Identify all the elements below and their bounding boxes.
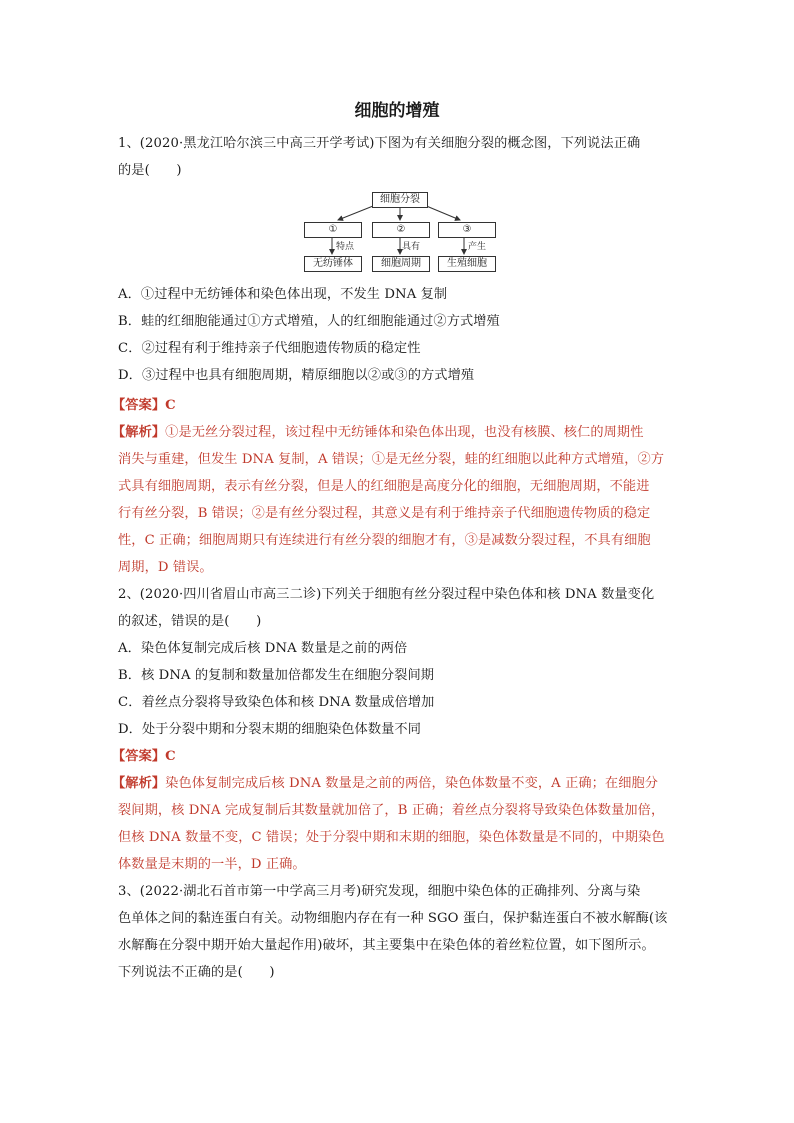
q2-stem-line-1: 2、(2020·四川省眉山市高三二诊)下列关于细胞有丝分裂过程中染色体和核 DNA 数量变化 <box>118 587 655 602</box>
q2-answer <box>112 743 672 771</box>
q1-answer <box>112 392 672 420</box>
q1-option-d: D．③过程中也具有细胞周期，精原细胞以②或③的方式增殖 <box>118 368 475 383</box>
answer-label: 【答案】 <box>112 749 166 764</box>
q2-option-d: D．处于分裂中期和分裂末期的细胞染色体数量不同 <box>118 722 421 737</box>
q1-option-a: A．①过程中无纺锤体和染色体出现，不发生 DNA 复制 <box>118 287 448 302</box>
q3-stem-line-1: 3、(2022·湖北石首市第一中学高三月考)研究发现，细胞中染色体的正确排列、分离与染 <box>118 884 641 899</box>
q1-option-b: B．蛙的红细胞能通过①方式增殖，人的红细胞能通过②方式增殖 <box>118 314 500 329</box>
q1-analysis-line-6: 周期，D 错误。 <box>118 560 213 575</box>
analysis-text: ①是无丝分裂过程，该过程中无纺锤体和染色体出现，也没有核膜、核仁的周期性 <box>165 425 644 440</box>
q1-analysis-line-2: 消失与重建，但发生 DNA 复制，A 错误；①是无丝分裂，蛙的红细胞以此种方式增殖，②方 <box>118 452 665 467</box>
q1-stem-line-2: 的是( ) <box>118 163 182 178</box>
q3-stem-line-3: 水解酶在分裂中期开始大量起作用)破坏，其主要集中在染色体的着丝粒位置，如下图所示。 <box>118 938 655 953</box>
diagram-leaf-germ-cell: 生殖细胞 <box>438 256 496 272</box>
page-title: 细胞的增殖 <box>354 101 440 121</box>
q2-stem-line-2: 的叙述，错误的是( ) <box>118 614 262 629</box>
diagram-node-1: ① <box>304 222 362 238</box>
q2-option-b: B．核 DNA 的复制和数量加倍都发生在细胞分裂间期 <box>118 668 435 683</box>
answer-value: C <box>165 398 176 413</box>
analysis-text: 染色体复制完成后核 DNA 数量是之前的两倍，染色体数量不变，A 正确；在细胞分 <box>165 776 659 791</box>
q1-analysis-line-4: 行有丝分裂，B 错误；②是有丝分裂过程，其意义是有利于维持亲子代细胞遗传物质的稳定 <box>118 506 651 521</box>
diagram-edge-label-3: 产生 <box>468 242 487 252</box>
diagram-node-3: ③ <box>438 222 496 238</box>
cell-division-concept-diagram <box>300 190 500 272</box>
diagram-leaf-cell-cycle: 细胞周期 <box>372 256 430 272</box>
diagram-edge-label-2: 具有 <box>402 242 421 252</box>
q2-analysis-line-2: 裂间期，核 DNA 完成复制后其数量就加倍了，B 正确；着丝点分裂将导致染色体数量加倍， <box>118 803 665 818</box>
q3-stem-line-4: 下列说法不正确的是( ) <box>118 965 275 980</box>
q1-option-c: C．②过程有利于维持亲子代细胞遗传物质的稳定性 <box>118 341 421 356</box>
diagram-edge-label-1: 特点 <box>336 242 355 252</box>
q3-stem-line-2: 色单体之间的黏连蛋白有关。动物细胞内存在有一种 SGO 蛋白，保护黏连蛋白不被水解酶(该 <box>118 911 668 926</box>
q2-analysis-line-4: 体数量是末期的一半，D 正确。 <box>118 857 306 872</box>
diagram-leaf-no-spindle: 无纺锤体 <box>304 256 362 272</box>
analysis-label: 【解析】 <box>112 425 166 440</box>
q2-analysis-line-1 <box>112 770 672 798</box>
analysis-label: 【解析】 <box>112 776 166 791</box>
answer-label: 【答案】 <box>112 398 166 413</box>
q1-analysis-line-1 <box>112 419 672 447</box>
q2-option-c: C．着丝点分裂将导致染色体和核 DNA 数量成倍增加 <box>118 695 435 710</box>
answer-value: C <box>165 749 176 764</box>
q1-analysis-line-5: 性，C 正确；细胞周期只有连续进行有丝分裂的细胞才有，③是减数分裂过程，不具有细胞 <box>118 533 651 548</box>
q1-analysis-line-3: 式具有细胞周期，表示有丝分裂，但是人的红细胞是高度分化的细胞，无细胞周期，不能进 <box>118 479 650 494</box>
q1-stem-line-1: 1、(2020·黑龙江哈尔滨三中高三开学考试)下图为有关细胞分裂的概念图，下列说法正确 <box>118 136 641 151</box>
diagram-node-2: ② <box>372 222 430 238</box>
q2-analysis-line-3: 但核 DNA 数量不变，C 错误；处于分裂中期和末期的细胞，染色体数量是不同的，中期染色 <box>118 830 665 845</box>
diagram-node-cell-division: 细胞分裂 <box>372 192 428 208</box>
q2-option-a: A．染色体复制完成后核 DNA 数量是之前的两倍 <box>118 641 408 656</box>
